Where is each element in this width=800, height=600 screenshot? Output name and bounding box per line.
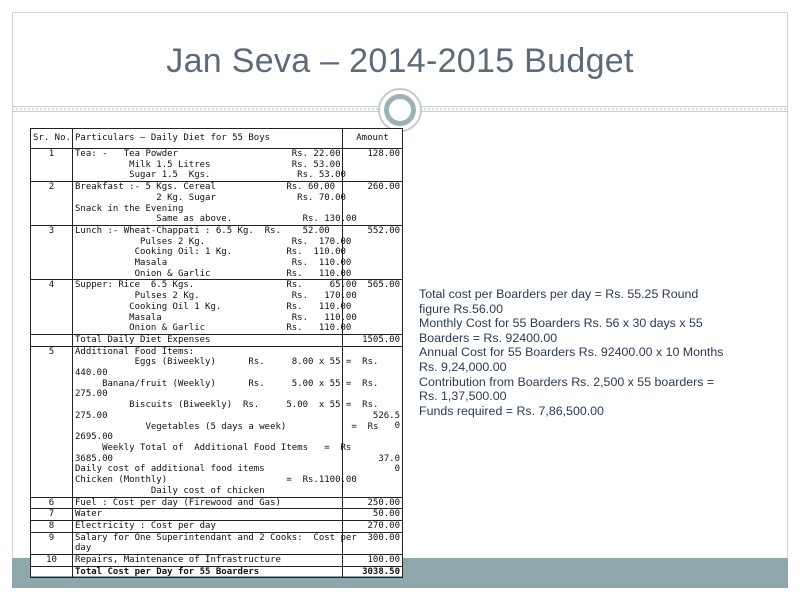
particulars-line: Eggs (Biweekly) Rs. 8.00 x 55 = Rs. [75,357,379,368]
table-row [31,225,403,280]
particulars-line: Water [75,509,103,520]
row-particulars [73,149,346,182]
amount-line: 300.00 [367,532,400,543]
table-row [31,520,403,532]
row-particulars [73,182,357,226]
summary-line: Funds required = Rs. 7,86,500.00 [419,403,604,418]
particulars-line: Cooking Oil: 1 Kg. Rs. 110.00 [75,247,346,258]
row-particulars [73,225,352,280]
amount-line: 100.00 [367,555,400,566]
row-particulars [73,280,357,335]
particulars-line: day [75,543,92,554]
header-particulars: Particulars – Daily Diet for 55 Boys [73,129,343,149]
particulars-line: Supper: Rice 6.5 Kgs. Rs. 65.00 [75,280,357,291]
particulars-line: Total Daily Diet Expenses [75,334,211,345]
amount-line: 250.00 [367,497,400,508]
row-sr-no [31,566,73,578]
row-particulars [73,334,343,346]
amount-line [345,389,400,400]
amount-line: 0 [394,421,400,432]
header-sr-no: Sr. No. [31,129,73,149]
row-amount [343,555,403,567]
particulars-line: Lunch :- Wheat-Chappati : 6.5 Kg. Rs. 52.00 [75,225,330,236]
table-row [31,509,403,521]
amount-line: 50.00 [372,509,400,520]
budget-table [30,128,403,578]
amount-line: 270.00 [367,520,400,531]
particulars-line: Daily cost of chicken [75,485,265,496]
table-row [31,532,403,554]
row-sr-no: 4 [31,280,73,335]
particulars-line: 275.00 [75,410,108,421]
particulars-line: 275.00 [75,389,108,400]
table-row [31,280,403,335]
divider-ring-inner [384,94,416,126]
particulars-line: Electricity : Cost per day [75,520,216,531]
row-sr-no [31,334,73,346]
budget-summary [419,287,779,418]
particulars-line: Additional Food Items: [75,346,195,357]
row-particulars [73,346,379,497]
amount-line [345,368,400,379]
amount-line: 0 [394,464,400,475]
amount-line: 526.5 [372,410,400,421]
particulars-line: Tea: - Tea Powder Rs. 22.00 [75,149,341,159]
slide-title: Jan Seva – 2014-2015 Budget [166,42,634,80]
row-sr-no: 7 [31,509,73,521]
amount-line [345,443,400,454]
row-particulars [73,555,343,567]
particulars-line: Repairs, Maintenance of Infrastructure [75,555,281,566]
table-row [31,497,403,509]
particulars-line: Milk 1.5 Litres Rs. 53.00 [75,159,341,170]
amount-line: 260.00 [367,182,400,193]
particulars-line: 3685.00 [75,453,113,464]
row-particulars [73,566,343,578]
amount-line: 128.00 [367,149,400,159]
row-amount [343,509,403,521]
row-sr-no: 10 [31,555,73,567]
particulars-line: Masala Rs. 110.00 [75,312,357,323]
particulars-line: Snack in the Evening [75,203,184,214]
summary-line: Rs. 9,24,000.00 [419,359,507,374]
row-amount [343,497,403,509]
table-row [31,182,403,226]
table-row [31,555,403,567]
row-amount [343,149,403,182]
summary-line: Total cost per Boarders per day = Rs. 55.25 Round [419,287,699,301]
particulars-line: 2 Kg. Sugar Rs. 70.00 [75,192,346,203]
particulars-line: Cooking Oil 1 Kg. Rs. 110.00 [75,301,352,312]
row-sr-no: 8 [31,520,73,532]
row-sr-no: 1 [31,149,73,182]
row-sr-no: 3 [31,225,73,280]
table-row [31,334,403,346]
table-header-row [31,129,403,149]
summary-line: Monthly Cost for 55 Boarders Rs. 56 x 30 days x 55 [419,316,703,331]
particulars-line: Banana/fruit (Weekly) Rs. 5.00 x 55 = Rs. [75,378,379,389]
table-row [31,566,403,578]
particulars-line: Vegetables (5 days a week) = Rs [75,421,379,432]
summary-line: figure Rs.56.00 [419,301,504,316]
particulars-line: Onion & Garlic Rs. 110.00 [75,323,352,334]
summary-line: Rs. 1,37,500.00 [419,389,507,404]
amount-line: 1505.00 [362,334,400,345]
amount-line: 552.00 [367,225,400,236]
table-row [31,346,403,497]
particulars-line: Daily cost of additional food items [75,464,265,475]
amount-line: 37.0 [378,453,400,464]
particulars-line: Same as above. Rs. 130.00 [75,214,357,225]
particulars-line: 2695.00 [75,432,113,443]
particulars-line: Biscuits (Biweekly) Rs. 5.00 x 55 = Rs. [75,400,379,411]
particulars-line: Sugar 1.5 Kgs. Rs. 53.00 [75,170,346,181]
row-particulars [73,497,343,509]
amount-line: 3038.50 [362,566,400,577]
particulars-line: Salary for One Superintendant and 2 Cooks: Cost per [75,532,357,543]
amount-line [345,347,400,358]
particulars-line: Pulses 2 Kg. Rs. 170.00 [75,291,357,302]
particulars-line: Total Cost per Day for 55 Boarders [75,566,260,577]
row-sr-no: 6 [31,497,73,509]
particulars-line: 440.00 [75,368,108,379]
row-amount [343,334,403,346]
summary-line: Boarders = Rs. 92400.00 [419,330,558,345]
particulars-line: Onion & Garlic Rs. 110.00 [75,268,352,279]
row-particulars [73,520,343,532]
row-sr-no: 5 [31,346,73,497]
particulars-line: Pulses 2 Kg. Rs. 170.00 [75,236,352,247]
row-amount [343,225,403,280]
particulars-line: Weekly Total of Additional Food Items = Rs [75,442,352,453]
summary-line: Annual Cost for 55 Boarders Rs. 92400.00 x 10 Months [419,345,724,360]
row-amount [343,566,403,578]
summary-line: Contribution from Boarders Rs. 2,500 x 55 boarders = [419,374,715,389]
amount-line: 565.00 [367,280,400,291]
budget-table-image [30,128,402,576]
particulars-line: Fuel : Cost per day (Firewood and Gas) [75,497,281,508]
row-particulars [73,509,343,521]
row-sr-no: 9 [31,532,73,554]
amount-line [345,432,400,443]
particulars-line: Chicken (Monthly) = Rs.1100.00 [75,475,357,486]
table-row [31,149,403,182]
particulars-line: Masala Rs. 110.00 [75,258,352,269]
row-amount [343,520,403,532]
row-particulars [73,532,357,554]
particulars-line: Breakfast :- 5 Kgs. Cereal Rs. 60.00 [75,182,336,193]
row-sr-no: 2 [31,182,73,226]
header-amount: Amount [343,129,403,149]
